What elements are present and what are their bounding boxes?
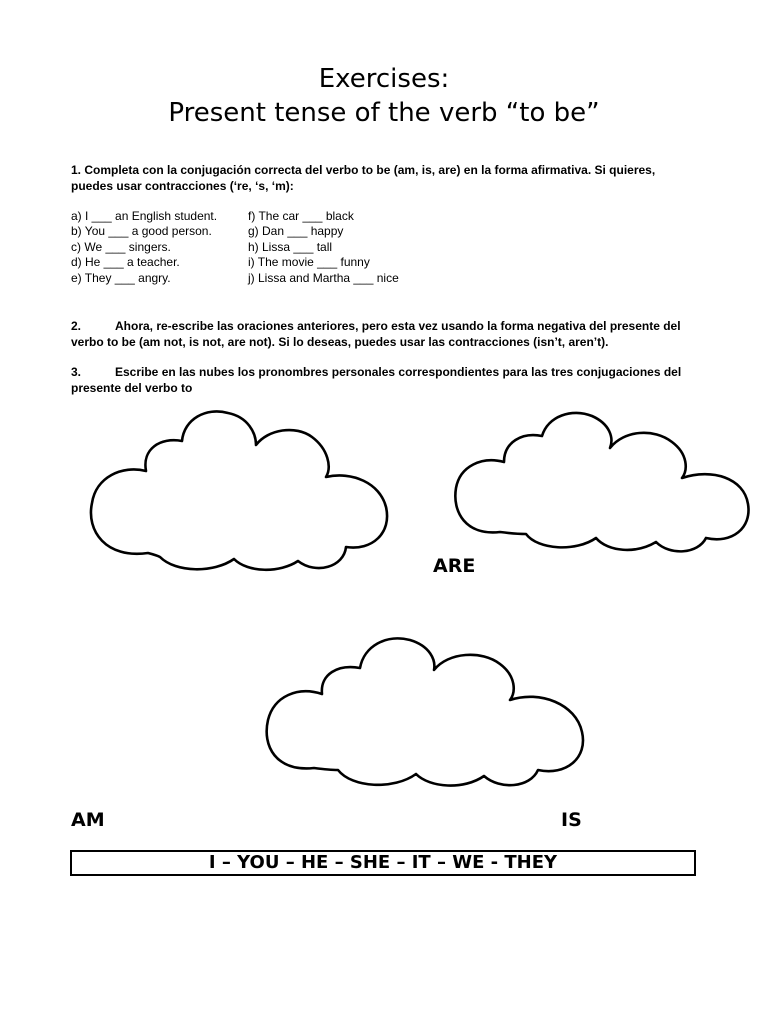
exercise-item-f: f) The car ___ black <box>248 209 354 223</box>
cloud-bottom-outline <box>267 638 583 785</box>
exercise-item-i: i) The movie ___ funny <box>248 255 370 269</box>
page-title-line1: Exercises: <box>318 64 450 94</box>
exercise-item-e: e) They ___ angry. <box>71 271 171 285</box>
exercise2-instructions <box>71 318 691 350</box>
exercise-item-c: c) We ___ singers. <box>71 240 171 254</box>
label-are: ARE <box>433 555 476 577</box>
exercise-item-d: d) He ___ a teacher. <box>71 255 180 269</box>
exercise-item-h: h) Lissa ___ tall <box>248 240 333 254</box>
exercise3-line2: presente del verbo to <box>71 381 193 395</box>
page-title-line2: Present tense of the verb “to be” <box>168 98 600 128</box>
cloud-left <box>84 405 400 575</box>
pronoun-box: I – YOU – HE – SHE – IT – WE - THEY <box>70 850 696 876</box>
cloud-bottom <box>262 630 590 792</box>
exercise-item-g: g) Dan ___ happy <box>248 224 344 238</box>
cloud-right <box>450 404 754 554</box>
exercise-item-b: b) You ___ a good person. <box>71 224 212 238</box>
exercise3-instructions <box>71 364 691 396</box>
cloud-right-outline <box>455 413 748 551</box>
exercise2-line2: verbo to be (am not, is not, are not). Si lo deseas, puedes usar las contracciones (isn’t, aren’t). <box>71 335 609 349</box>
exercise2-line1: Ahora, re-escribe las oraciones anteriores, pero esta vez usando la forma negativa del presente del <box>115 319 681 333</box>
exercise-item-a: a) I ___ an English student. <box>71 209 218 223</box>
label-am: AM <box>71 809 105 831</box>
label-is: IS <box>561 809 582 831</box>
exercise2-number: 2. <box>71 319 82 333</box>
exercise1-line2: puedes usar contracciones (‘re, ‘s, ‘m): <box>71 179 294 193</box>
exercise-item-j: j) Lissa and Martha ___ nice <box>248 271 399 285</box>
exercise3-number: 3. <box>71 365 82 379</box>
exercise1-line1: 1. Completa con la conjugación correcta del verbo to be (am, is, are) en la forma afirmativa. Si quieres, <box>71 163 656 177</box>
exercise3-line1: Escribe en las nubes los pronombres personales correspondientes para las tres conjugaciones del <box>115 365 682 379</box>
cloud-left-outline <box>91 411 387 569</box>
exercise1-instructions <box>71 162 691 194</box>
